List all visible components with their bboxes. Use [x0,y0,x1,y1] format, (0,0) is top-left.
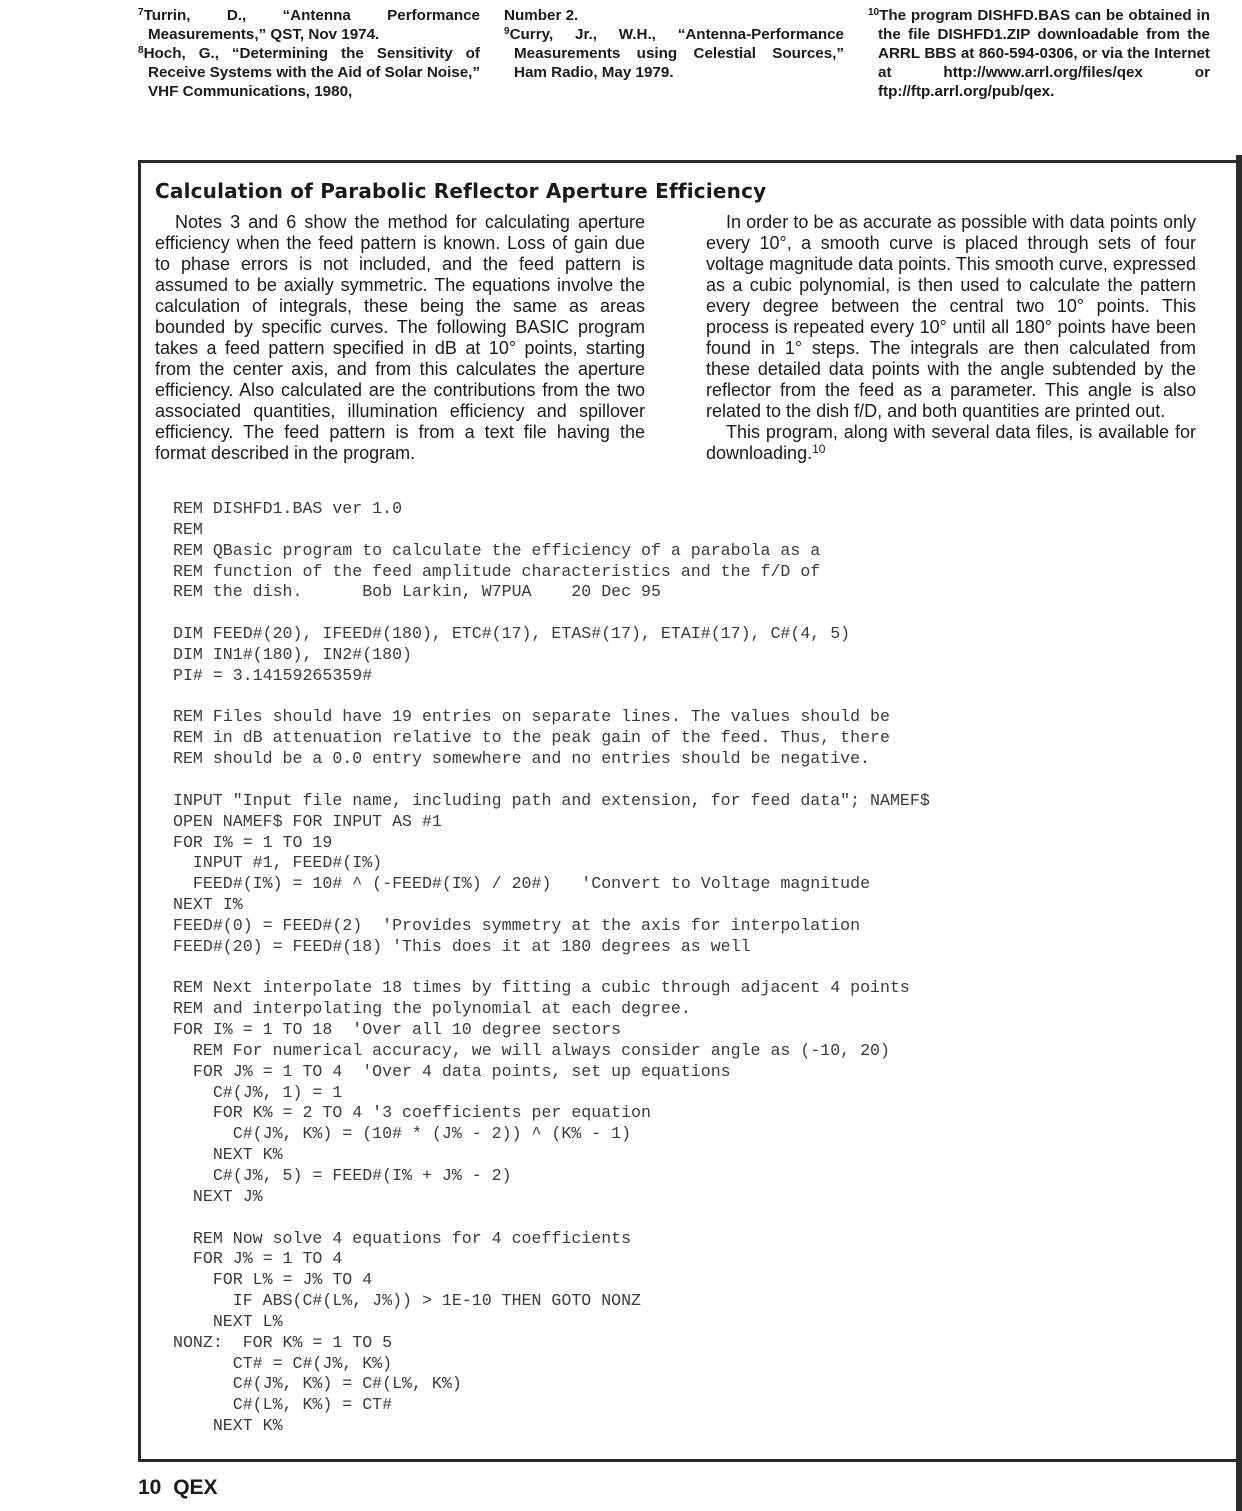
footnote-9 [504,25,844,82]
sidebar-box [138,160,1242,1462]
code-line: REM and interpolating the polynomial at each degree. [173,999,691,1019]
code-line: FOR L% = J% TO 4 [173,1270,373,1290]
code-line: FOR J% = 1 TO 4 [173,1249,343,1269]
code-line: REM the dish. Bob Larkin, W7PUA 20 Dec 95 [173,582,661,602]
code-line: NEXT K% [173,1416,283,1436]
footnote-text: Turrin, D., “Antenna Performance Measurements,” QST, Nov 1974. [143,7,480,43]
code-listing [173,499,1173,1437]
code-line: FOR J% = 1 TO 4 'Over 4 data points, set up equations [173,1061,731,1081]
code-line: OPEN NAMEF$ FOR INPUT AS #1 [173,811,442,831]
code-line: FOR I% = 1 TO 19 [173,832,333,852]
code-line: NEXT L% [173,1311,283,1331]
sidebar-right-column [706,212,1196,464]
code-line: PI# = 3.14159265359# [173,665,373,685]
sidebar-paragraph [706,422,1196,464]
footnote-column-3 [868,6,1210,101]
footnote-reference: 10 [812,442,826,456]
code-line: NONZ: FOR K% = 1 TO 5 [173,1332,393,1352]
code-line: C#(J%, 5) = FEED#(I% + J% - 2) [173,1166,512,1185]
code-line: FEED#(20) = FEED#(18) 'This does it at 180 degrees as well [173,936,751,956]
code-line: REM [173,519,203,539]
page-footer [138,1476,218,1500]
code-line: C#(L%, K%) = CT# [173,1395,393,1415]
footnote-8 [138,44,480,101]
code-line [173,1208,1173,1229]
sidebar-title: Calculation of Parabolic Reflector Aperture Efficiency [155,179,767,203]
code-line: REM Now solve 4 equations for 4 coefficients [173,1228,632,1248]
publication-name: QEX [173,1476,218,1499]
footnotes-section [0,6,1242,116]
code-line: NEXT J% [173,1186,263,1206]
code-line: FEED#(0) = FEED#(2) 'Provides symmetry at the axis for interpolation [173,915,861,935]
code-line [173,958,1173,979]
code-line: DIM IN1#(180), IN2#(180) [173,644,412,664]
code-line: REM function of the feed amplitude characteristics and the f/D of [173,561,821,581]
footnote-8-continued [504,6,844,25]
paragraph-text: This program, along with several data files, is available for downloading. [706,422,1196,463]
code-line: FEED#(I%) = 10# ^ (-FEED#(I%) / 20#) 'Convert to Voltage magnitude [173,874,871,894]
code-line: C#(J%, 1) = 1 [173,1082,343,1102]
sidebar-paragraph: Notes 3 and 6 show the method for calculating aperture efficiency when the feed pattern is known. Loss of gain due to phase errors is not included, and the feed pattern is assumed to be axially symmetric. The equations involve the calculation of integrals, these being the same as areas bounded by specific curves. The following BASIC program takes a feed pattern specified in dB at 10° points, starting from the center axis, and from this calculates the aperture efficiency. Also calculated are the contributions from the two associated quantities, illumination efficiency and spillover efficiency. The feed pattern is from a text file having the format described in the program. [155,212,645,463]
code-line: REM in dB attenuation relative to the peak gain of the feed. Thus, there [173,728,890,748]
code-line: NEXT K% [173,1145,283,1165]
code-line: C#(J%, K%) = (10# * (J% - 2)) ^ (K% - 1) [173,1124,632,1144]
code-line [173,687,1173,708]
code-line: FOR I% = 1 TO 18 'Over all 10 degree sectors [173,1020,622,1040]
footnote-number: 8 [138,45,144,56]
code-line [173,603,1173,624]
code-line: INPUT #1, FEED#(I%) [173,853,383,873]
code-line [173,770,1173,791]
footnote-text: The program DISHFD.BAS can be obtained in the file DISHFD1.ZIP downloadable from the ARRL BBS at 860-594-0306, or via the Internet at http://www.arrl.org/files/qex or ftp://ftp.arrl.org/pub/qex. [878,7,1210,100]
code-line: INPUT "Input file name, including path and extension, for feed data"; NAMEF$ [173,790,930,810]
code-line: REM Next interpolate 18 times by fitting a cubic through adjacent 4 points [173,978,910,998]
footnote-text: Curry, Jr., W.H., “Antenna-Performance Measurements using Celestial Sources,” Ham Radio, May 1979. [509,26,844,81]
code-line: REM For numerical accuracy, we will always consider angle as (-10, 20) [173,1040,890,1060]
footnote-10 [868,6,1210,101]
code-line: CT# = C#(J%, K%) [173,1353,393,1373]
footnote-text: Number 2. [504,7,579,24]
footnote-number: 9 [504,26,510,37]
code-line: DIM FEED#(20), IFEED#(180), ETC#(17), ETAS#(17), ETAI#(17), C#(4, 5) [173,624,851,644]
footnote-text: Hoch, G., “Determining the Sensitivity of Receive Systems with the Aid of Solar Noise,” VHF Communications, 1980, [143,45,480,100]
footnote-column-1 [138,6,480,101]
code-line: REM DISHFD1.BAS ver 1.0 [173,499,403,518]
footnote-column-2 [504,6,844,82]
code-line: C#(J%, K%) = C#(L%, K%) [173,1374,462,1394]
footnote-7 [138,6,480,44]
code-line: IF ABS(C#(L%, J%)) > 1E-10 THEN GOTO NONZ [173,1291,642,1311]
code-line: NEXT I% [173,895,243,915]
code-line: REM Files should have 19 entries on separate lines. The values should be [173,707,890,727]
footnote-number: 10 [868,7,880,18]
code-line: REM QBasic program to calculate the efficiency of a parabola as a [173,540,821,560]
code-line: REM should be a 0.0 entry somewhere and no entries should be negative. [173,749,871,769]
code-line: FOR K% = 2 TO 4 '3 coefficients per equation [173,1103,651,1123]
page-number: 10 [138,1476,162,1499]
footnote-number: 7 [138,7,144,18]
sidebar-paragraph: In order to be as accurate as possible with data points only every 10°, a smooth curve is placed through sets of four voltage magnitude data points. This smooth curve, expressed as a cubic polynomial, is then used to calculate the pattern every degree between the central two 10° points. This process is repeated every 10° until all 180° points have been found in 1° steps. The integrals are then calculated from these detailed data points with the angle subtended by the reflector from the feed as a parameter. This angle is also related to the dish f/D, and both quantities are printed out. [706,212,1196,421]
sidebar-left-column [155,212,645,464]
